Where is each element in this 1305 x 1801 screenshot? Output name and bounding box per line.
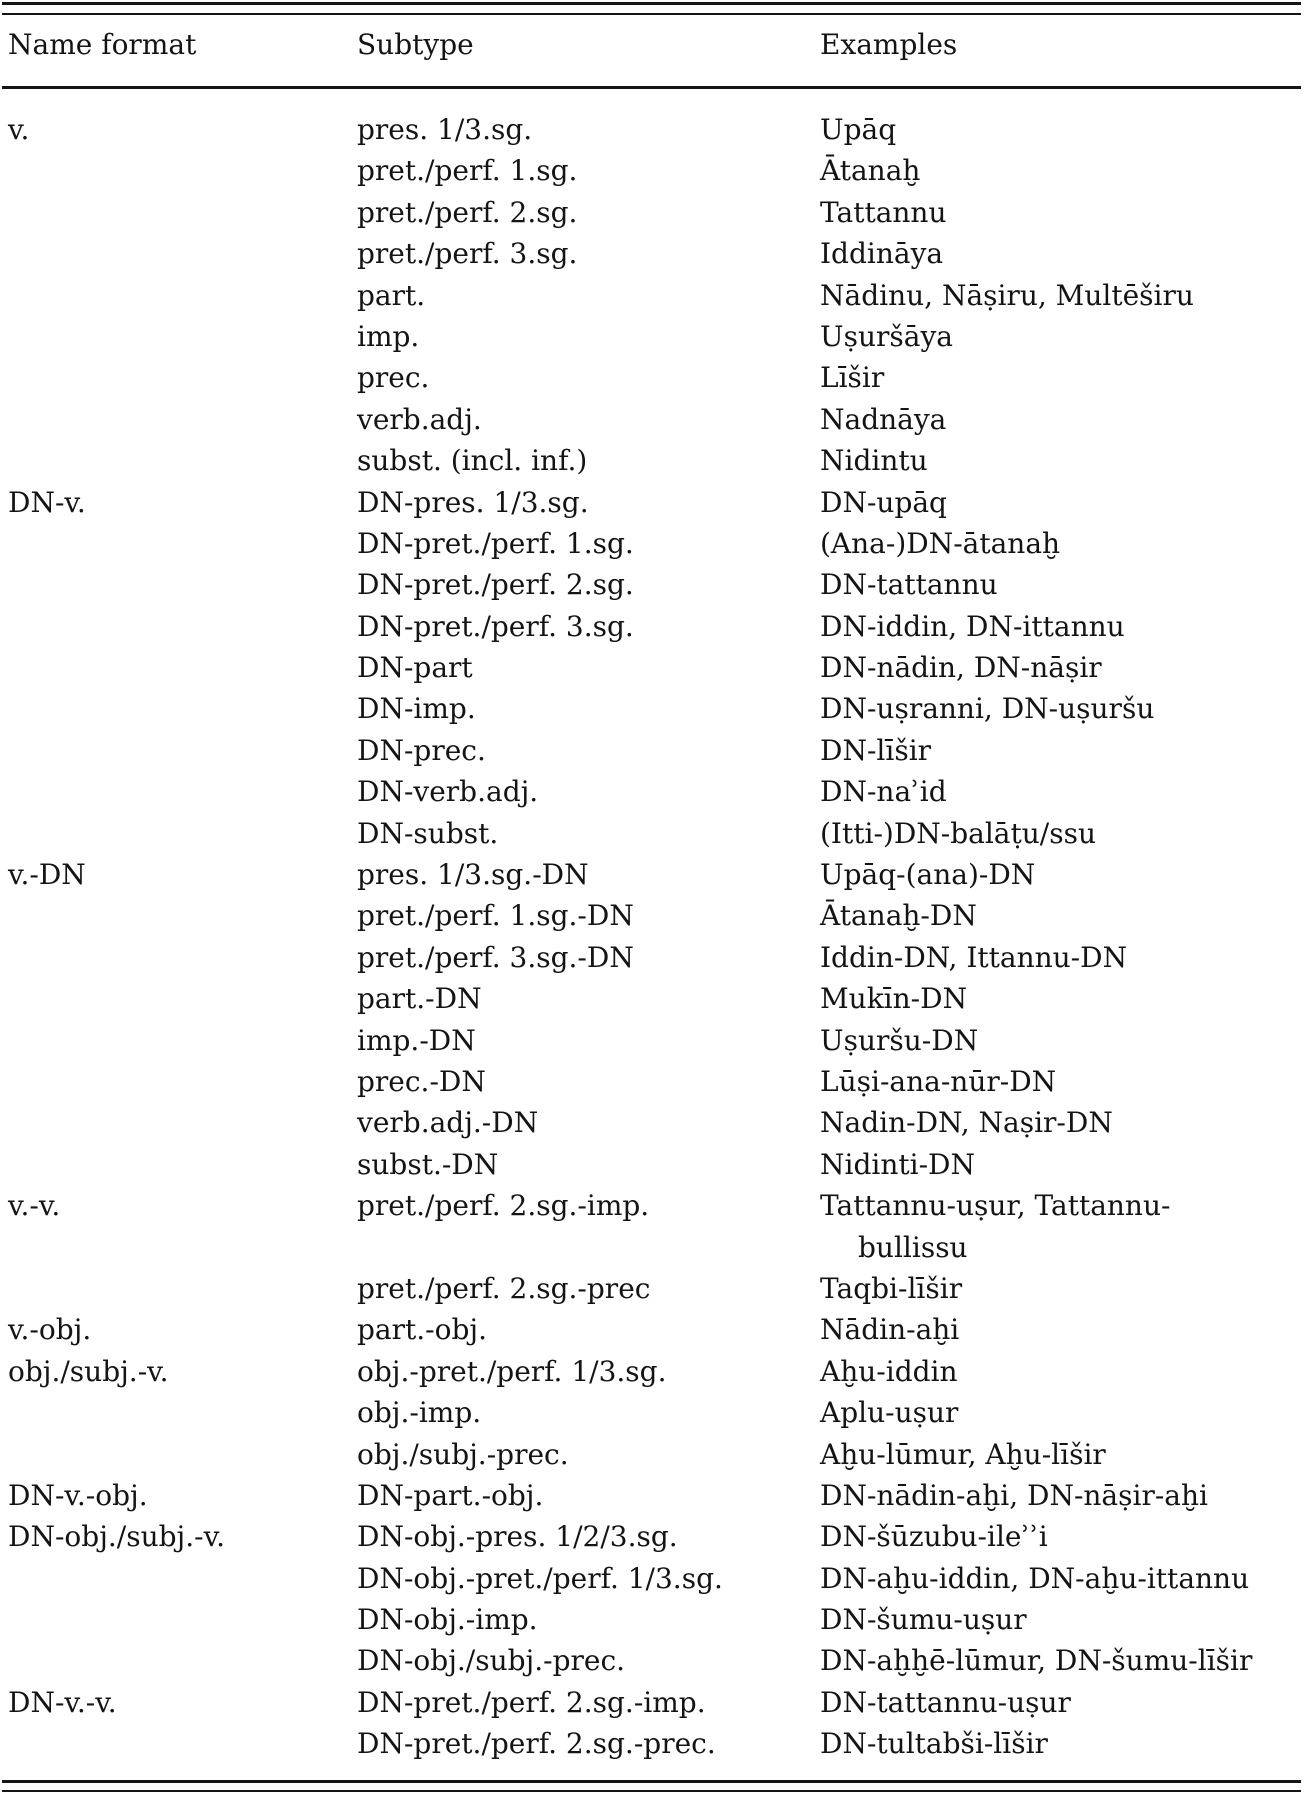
table-row [0, 1640, 1305, 1681]
subtype-cell: pres. 1/3.sg.-DN [357, 858, 589, 892]
name-format-cell: v.-v. [8, 1189, 61, 1223]
examples-cell: DN-tultabši-līšir [820, 1727, 1048, 1761]
subtype-cell: DN-obj.-pret./perf. 1/3.sg. [357, 1561, 723, 1595]
name-format-cell [8, 1392, 357, 1433]
subtype-cell: part. [357, 278, 426, 312]
examples-cell: Uṣuršu-DN [820, 1023, 979, 1057]
examples-cell: Nidinti-DN [820, 1147, 975, 1181]
table-row [0, 895, 1305, 936]
name-format-cell [8, 192, 357, 233]
examples-cell: DN-līšir [820, 733, 932, 767]
table-row [0, 1434, 1305, 1475]
examples-cell: Aḫu-iddin [820, 1354, 958, 1388]
column-header-examples: Examples [820, 28, 958, 61]
table-row [0, 1061, 1305, 1102]
subtype-cell: DN-part.-obj. [357, 1478, 544, 1512]
table-row [0, 1227, 1305, 1268]
name-format-cell [8, 937, 357, 978]
examples-cell: DN-šumu-uṣur [820, 1603, 1027, 1637]
name-format-cell [8, 895, 357, 936]
examples-cell: DN-uṣranni, DN-uṣuršu [820, 692, 1155, 726]
table-row [0, 482, 1305, 523]
name-format-cell [8, 440, 357, 481]
name-format-cell [8, 233, 357, 274]
table-row [0, 275, 1305, 316]
subtype-cell: pres. 1/3.sg. [357, 113, 533, 146]
subtype-cell: prec. [357, 361, 430, 395]
subtype-cell: DN-obj.-imp. [357, 1603, 538, 1637]
name-format-cell [8, 730, 357, 771]
name-format-cell: v. [8, 113, 30, 146]
header-separator-rule [2, 86, 1301, 89]
table-row [0, 606, 1305, 647]
name-format-cell [8, 1061, 357, 1102]
examples-cell: bullissu [858, 1230, 968, 1264]
examples-cell: Lūṣi-ana-nūr-DN [820, 1064, 1057, 1098]
bottom-double-rule-lower [2, 1790, 1301, 1792]
subtype-cell: imp. [357, 319, 420, 353]
table-row [0, 150, 1305, 191]
top-double-rule-upper [2, 2, 1301, 5]
name-format-cell [8, 1102, 357, 1143]
subtype-cell: imp.-DN [357, 1023, 476, 1057]
table-row [0, 192, 1305, 233]
column-header-subtype: Subtype [357, 28, 474, 61]
examples-cell: Tattannu [820, 195, 947, 229]
table-row [0, 440, 1305, 481]
name-format-cell [8, 771, 357, 812]
table-row [0, 1392, 1305, 1433]
name-format-cell [8, 150, 357, 191]
table-body [0, 109, 1305, 1765]
examples-cell: Aplu-uṣur [820, 1396, 959, 1430]
table-row [0, 771, 1305, 812]
subtype-cell: DN-obj.-pres. 1/2/3.sg. [357, 1520, 678, 1554]
subtype-cell: subst.-DN [357, 1147, 499, 1181]
examples-cell: Iddināya [820, 237, 944, 271]
examples-cell: DN-tattannu [820, 568, 998, 602]
table-row [0, 1185, 1305, 1226]
name-format-cell [8, 1599, 357, 1640]
examples-cell: Līšir [820, 361, 885, 395]
table-row [0, 357, 1305, 398]
subtype-cell: DN-pret./perf. 2.sg. [357, 568, 634, 602]
column-header-name-format: Name format [8, 28, 197, 61]
examples-cell: Nadnāya [820, 402, 947, 436]
examples-cell: Nādinu, Nāṣiru, Multēširu [820, 278, 1194, 312]
table-row [0, 316, 1305, 357]
subtype-cell: pret./perf. 3.sg. [357, 237, 578, 271]
subtype-cell: DN-verb.adj. [357, 775, 539, 809]
name-format-cell [8, 647, 357, 688]
table-row [0, 109, 1305, 150]
examples-cell: Upāq-(ana)-DN [820, 858, 1036, 892]
table-row [0, 813, 1305, 854]
name-format-cell: DN-v. [8, 485, 86, 519]
name-format-cell: DN-obj./subj.-v. [8, 1520, 225, 1554]
examples-cell: Nādin-aḫi [820, 1313, 960, 1347]
top-double-rule-lower [2, 13, 1301, 15]
table-row [0, 1516, 1305, 1557]
examples-cell: DN-tattannu-uṣur [820, 1685, 1071, 1719]
table-row [0, 1351, 1305, 1392]
subtype-cell: subst. (incl. inf.) [357, 444, 588, 478]
table-row [0, 233, 1305, 274]
examples-cell: Iddin-DN, Ittannu-DN [820, 940, 1128, 974]
examples-cell: Ātanaḫ [820, 154, 921, 188]
examples-cell: Mukīn-DN [820, 982, 968, 1016]
name-format-cell [8, 1434, 357, 1475]
subtype-cell: part.-DN [357, 982, 482, 1016]
subtype-cell: DN-pret./perf. 2.sg.-prec. [357, 1727, 716, 1761]
subtype-cell: DN-part [357, 651, 473, 685]
name-format-cell [8, 1144, 357, 1185]
table-row [0, 647, 1305, 688]
subtype-cell: DN-pres. 1/3.sg. [357, 485, 589, 519]
table-row [0, 1723, 1305, 1764]
subtype-cell [357, 1227, 820, 1268]
examples-cell: Upāq [820, 113, 897, 146]
name-format-cell [8, 1723, 357, 1764]
subtype-cell: verb.adj.-DN [357, 1106, 539, 1140]
examples-cell: DN-šūzubu-ileʾʾi [820, 1520, 1048, 1554]
subtype-cell: obj.-imp. [357, 1396, 482, 1430]
subtype-cell: prec.-DN [357, 1064, 486, 1098]
subtype-cell: DN-obj./subj.-prec. [357, 1644, 626, 1678]
subtype-cell: DN-pret./perf. 1.sg. [357, 526, 634, 560]
name-format-cell: obj./subj.-v. [8, 1354, 169, 1388]
subtype-cell: DN-pret./perf. 2.sg.-imp. [357, 1685, 706, 1719]
name-format-cell [8, 275, 357, 316]
table-header-row [0, 24, 1305, 66]
table-row [0, 688, 1305, 729]
table-row [0, 1682, 1305, 1723]
examples-cell: Aḫu-lūmur, Aḫu-līšir [820, 1437, 1106, 1471]
subtype-cell: obj.-pret./perf. 1/3.sg. [357, 1354, 667, 1388]
table-row [0, 978, 1305, 1019]
table-row [0, 1020, 1305, 1061]
examples-cell: Uṣuršāya [820, 319, 953, 353]
subtype-cell: pret./perf. 3.sg.-DN [357, 940, 634, 974]
examples-cell: DN-nādin-aḫi, DN-nāṣir-aḫi [820, 1478, 1208, 1512]
table-row [0, 1599, 1305, 1640]
table-row [0, 399, 1305, 440]
examples-cell: DN-aḫu-iddin, DN-aḫu-ittannu [820, 1561, 1250, 1595]
examples-cell: DN-aḫḫē-lūmur, DN-šumu-līšir [820, 1644, 1253, 1678]
table-row [0, 1102, 1305, 1143]
table-row [0, 937, 1305, 978]
table-row [0, 1475, 1305, 1516]
examples-cell: Nadin-DN, Naṣir-DN [820, 1106, 1113, 1140]
subtype-cell: verb.adj. [357, 402, 482, 436]
name-format-cell [8, 1227, 357, 1268]
name-format-cell [8, 316, 357, 357]
name-format-cell [8, 606, 357, 647]
name-format-cell: v.-DN [8, 858, 86, 892]
subtype-cell: part.-obj. [357, 1313, 487, 1347]
name-format-cell: v.-obj. [8, 1313, 92, 1347]
subtype-cell: DN-pret./perf. 3.sg. [357, 609, 634, 643]
name-format-cell [8, 813, 357, 854]
name-format-cell [8, 1020, 357, 1061]
subtype-cell: pret./perf. 2.sg.-prec [357, 1271, 651, 1305]
table-row [0, 854, 1305, 895]
name-format-cell: DN-v.-obj. [8, 1478, 148, 1512]
table-row [0, 1309, 1305, 1350]
bottom-double-rule-upper [2, 1780, 1301, 1783]
name-format-cell [8, 357, 357, 398]
name-format-cell [8, 399, 357, 440]
name-format-cell [8, 564, 357, 605]
table-row [0, 1144, 1305, 1185]
examples-cell: (Ana-)DN-ātanaḫ [820, 526, 1061, 560]
examples-cell: DN-naʾid [820, 775, 947, 809]
subtype-cell: pret./perf. 2.sg.-imp. [357, 1189, 650, 1223]
examples-cell: DN-nādin, DN-nāṣir [820, 651, 1102, 685]
subtype-cell: pret./perf. 1.sg. [357, 154, 578, 188]
name-format-cell: DN-v.-v. [8, 1685, 117, 1719]
name-format-cell [8, 1640, 357, 1681]
table-row [0, 564, 1305, 605]
examples-cell: Tattannu-uṣur, Tattannu- [820, 1189, 1171, 1223]
table-row [0, 730, 1305, 771]
examples-cell: Taqbi-līšir [820, 1271, 963, 1305]
table-row [0, 1268, 1305, 1309]
subtype-cell: obj./subj.-prec. [357, 1437, 569, 1471]
examples-cell: DN-iddin, DN-ittannu [820, 609, 1125, 643]
examples-cell: DN-upāq [820, 485, 947, 519]
name-format-cell [8, 523, 357, 564]
examples-cell: Ātanaḫ-DN [820, 899, 977, 933]
subtype-cell: pret./perf. 1.sg.-DN [357, 899, 634, 933]
examples-cell: Nidintu [820, 444, 928, 478]
name-format-cell [8, 978, 357, 1019]
name-format-cell [8, 1268, 357, 1309]
name-format-cell [8, 1558, 357, 1599]
examples-cell: (Itti-)DN-balāṭu/ssu [820, 816, 1096, 850]
table-row [0, 1558, 1305, 1599]
subtype-cell: DN-prec. [357, 733, 486, 767]
subtype-cell: DN-imp. [357, 692, 476, 726]
table-row [0, 523, 1305, 564]
name-format-cell [8, 688, 357, 729]
subtype-cell: pret./perf. 2.sg. [357, 195, 578, 229]
subtype-cell: DN-subst. [357, 816, 499, 850]
